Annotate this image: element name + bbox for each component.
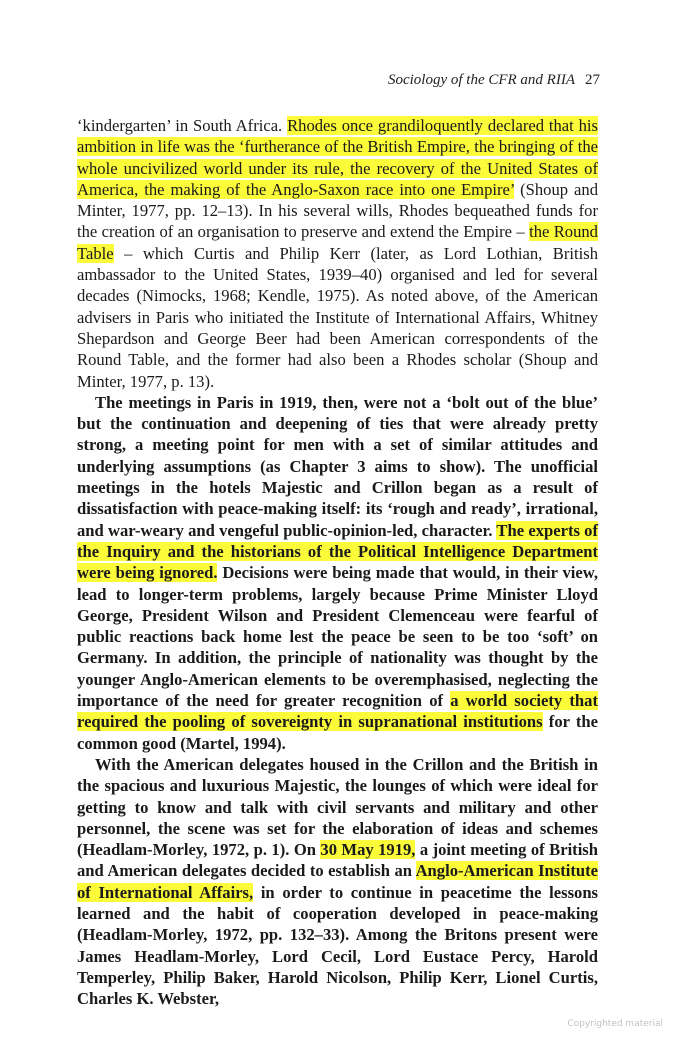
para2-highlight-1: The experts of the Inquiry and the historians of the Political Intelligence Department were being ignored. [77,520,598,583]
para1-highlight-2: the Round Table [77,222,598,263]
para3-text-1: With the American delegates housed in the Crillon and the British in the spacious and luxurious Majestic, the lounges of which were ideal for getting to know and talk with civil servants and military and other personnel, the scene was set for the elaboration of ideas and schemes (Headlam-Morley, 1972, p. 1). On [77,754,598,860]
para2-text-2: Decisions were being made that would, in their view, lead to longer-term problems, largely because Prime Minister Lloyd George, President Wilson and President Clemenceau were fearful of public reactions back home lest the peace be seen to be too ‘soft’ on Germany. In addition, the principle of nationality was thought by the younger Anglo-American elements to be overemphasised, neglecting the importance of the need for greater recognition of [77,563,598,711]
paragraph-1 [77,115,598,392]
para3-highlight-2: Anglo-American Institute of International Affairs, [77,861,598,902]
para1-highlight-1: Rhodes once grandiloquently declared that his ambition in life was the ‘furtherance of the British Empire, the bringing of the whole uncivilized world under its rule, the recovery of the United States of America, the making of the Anglo-Saxon race into one Empire’ [77,116,599,199]
copyright-watermark: Copyrighted material [567,1019,663,1029]
page-number: 27 [585,72,600,88]
paragraph-3 [77,754,598,1010]
para3-text-2: a joint meeting of British and American delegates decided to establish an [77,840,598,881]
running-header [370,72,600,89]
para1-text-1: ‘kindergarten’ in South Africa. [77,116,288,135]
para2-text-3: for the common good (Martel, 1994). [77,712,598,753]
para1-text-2: (Shoup and Minter, 1977, pp. 12–13). In his several wills, Rhodes bequeathed funds for the creation of an organisation to preserve and extend the Empire – [77,179,598,242]
paragraph-2 [77,392,598,754]
para3-text-3: in order to continue in peacetime the lessons learned and the habit of cooperation developed in peace-making (Headlam-Morley, 1972, pp. 132–33). Among the Britons present were James Headlam-Morley, Lord Cecil, Lord Eustace Percy, Harold Temperley, Philip Baker, Harold Nicolson, Philip Kerr, Lionel Curtis, Charles K. Webster, [77,882,599,1009]
header-title: Sociology of the CFR and RIIA [387,72,575,88]
para2-text-1: The meetings in Paris in 1919, then, were not a ‘bolt out of the blue’ but the continuation and deepening of ties that were already pretty strong, a meeting point for men with a set of similar attitudes and underlying assumptions (as Chapter 3 aims to show). The unofficial meetings in the hotels Majestic and Crillon began as a result of dissatisfaction with peace-making itself: its ‘rough and ready’, irrational, and war-weary and vengeful public-opinion-led, character. [77,392,598,540]
para3-highlight-1: 30 May 1919, [320,840,416,860]
para1-text-3: – which Curtis and Philip Kerr (later, as Lord Lothian, British ambassador to the United States, 1939–40) organised and led for several decades (Nimocks, 1968; Kendle, 1975). As noted above, of the American advisers in Paris who initiated the Institute of International Affairs, Whitney Shepardson and George Beer had been American correspondents of the Round Table, and the former had also been a Rhodes scholar (Shoup and Minter, 1977, p. 13). [77,243,598,391]
para2-highlight-2: a world society that required the pooling of sovereignty in supranational institutions [77,691,598,732]
page-body [77,115,598,1009]
